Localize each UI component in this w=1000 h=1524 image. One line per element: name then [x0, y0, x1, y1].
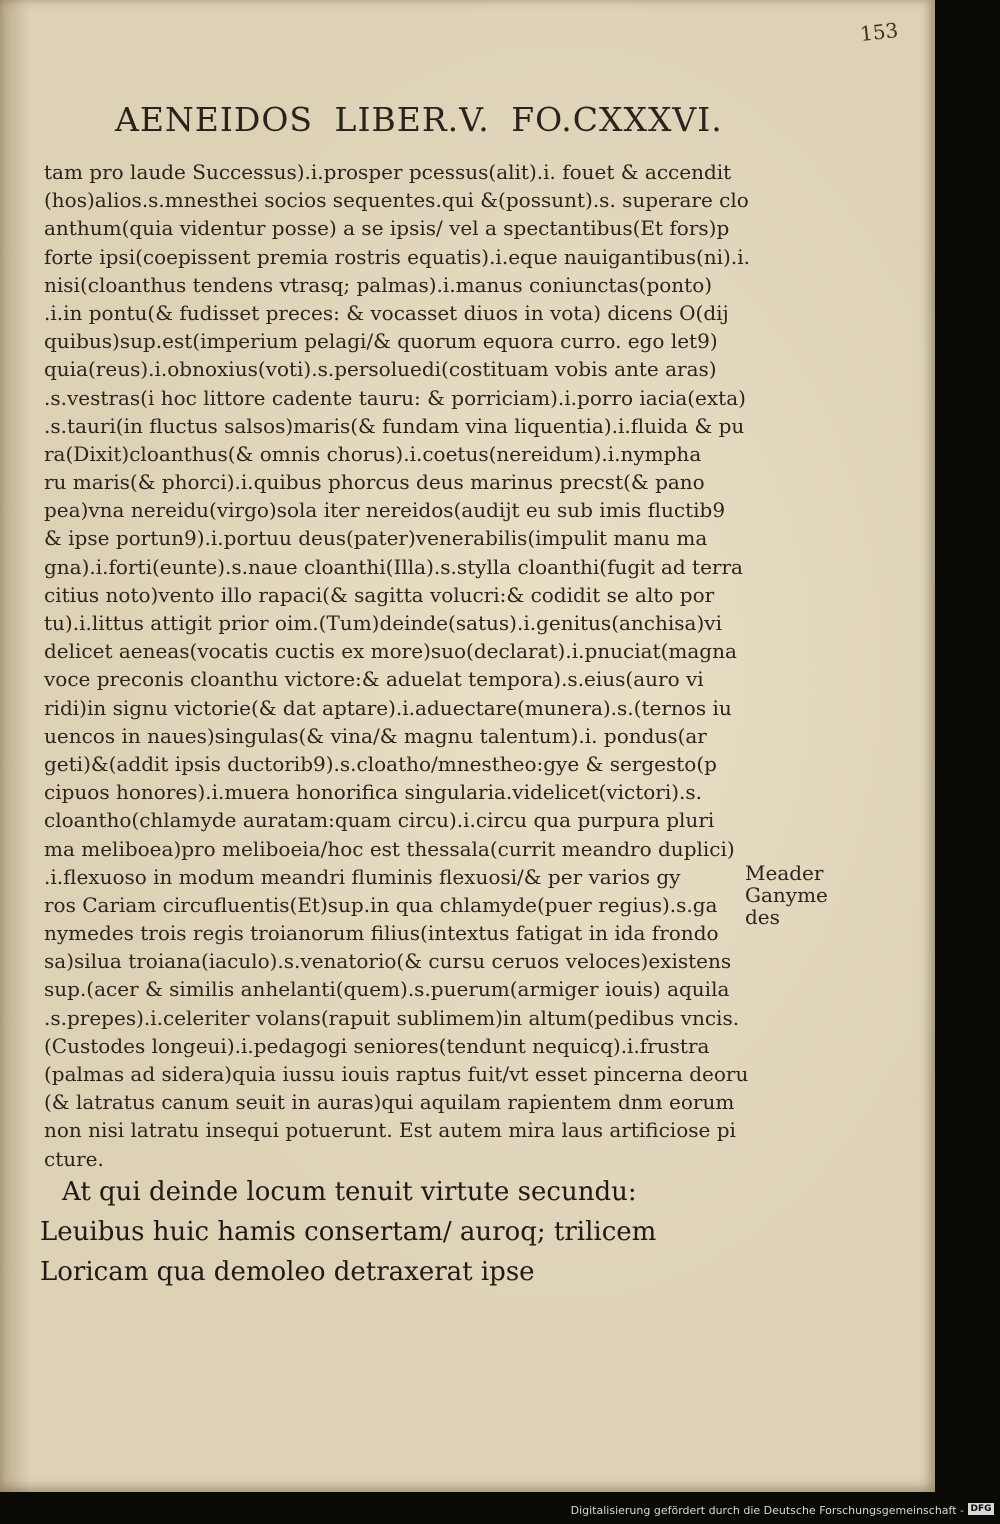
marginal-notes	[745, 862, 845, 928]
commentary-line: geti)&(addit ipsis ductorib9).s.cloatho/mnestheo:gye & sergesto(p	[44, 751, 717, 776]
commentary-line: sup.(acer & similis anhelanti(quem).s.puerum(armiger iouis) aquila	[44, 977, 730, 1002]
verse-line: At qui deinde locum tenuit virtute secundu:	[62, 1177, 637, 1207]
commentary-line: ru maris(& phorci).i.quibus phorcus deus marinus precst(& pano	[44, 470, 705, 495]
commentary-line: (Custodes longeui).i.pedagogi seniores(tendunt nequicq).i.frustra	[44, 1033, 710, 1058]
commentary-line: nymedes trois regis troianorum filius(intextus fatigat in ida frondo	[44, 921, 719, 946]
commentary-line: (palmas ad sidera)quia iussu iouis raptus fuit/vt esset pincerna deoru	[44, 1062, 749, 1086]
footer-credit: Digitalisierung gefördert durch die Deutsche Forschungsgemeinschaft -	[570, 1504, 964, 1517]
commentary-line: quibus)sup.est(imperium pelagi/& quorum equora curro. ego let9)	[44, 329, 718, 354]
commentary-line: quia(reus).i.obnoxius(voti).s.persoluedi(costituam vobis ante aras)	[44, 357, 717, 382]
commentary-line: .i.in pontu(& fudisset preces: & vocasset diuos in vota) dicens O(dij	[44, 300, 729, 325]
commentary-line: (& latratus canum seuit in auras)qui aquilam rapientem dnm eorum	[44, 1090, 735, 1115]
commentary-line: (hos)alios.s.mnesthei socios sequentes.qui &(possunt).s. superare clo	[44, 188, 749, 213]
commentary-line: uencos in naues)singulas(& vina/& magnu talentum).i. pondus(ar	[44, 723, 707, 748]
commentary-line: ma meliboea)pro meliboeia/hoc est thessala(currit meandro duplici)	[44, 836, 735, 861]
commentary-line: .s.prepes).i.celeriter volans(rapuit sublimem)in altum(pedibus vncis.	[44, 1005, 740, 1030]
running-head: AENEIDOS LIBER.V. FO.CXXXVI.	[115, 100, 723, 139]
commentary-line: delicet aeneas(vocatis cuctis ex more)suo(declarat).i.pnuciat(magna	[44, 639, 737, 664]
commentary-line: ra(Dixit)cloanthus(& omnis chorus).i.coetus(nereidum).i.nympha	[44, 441, 702, 466]
commentary-line: tam pro laude Successus).i.prosper pcessus(alit).i. fouet & accendit	[44, 160, 732, 184]
commentary-line: ridi)in signu victorie(& dat aptare).i.aduectare(munera).s.(ternos iu	[44, 695, 732, 720]
marginal-note: des	[745, 905, 780, 929]
commentary-line: .i.flexuoso in modum meandri fluminis flexuosi/& per varios gy	[44, 864, 681, 889]
commentary-line: .s.vestras(i hoc littore cadente tauru: & porriciam).i.porro iacia(exta)	[44, 385, 746, 410]
commentary-line: & ipse portun9).i.portuu deus(pater)venerabilis(impulit manu ma	[44, 526, 708, 551]
verse-line: Loricam qua demoleo detraxerat ipse	[40, 1257, 535, 1287]
dfg-logo-icon: DFG	[968, 1503, 994, 1515]
commentary-line: pea)vna nereidu(virgo)sola iter nereidos(audijt eu sub imis fluctib9	[44, 498, 726, 523]
commentary-line: gna).i.forti(eunte).s.naue cloanthi(Illa).s.stylla cloanthi(fugit ad terra	[44, 554, 743, 579]
commentary-block	[44, 158, 764, 1173]
marginal-note: Meader	[745, 861, 824, 885]
verse-line: Leuibus huic hamis consertam/ auroq; trilicem	[40, 1217, 657, 1247]
commentary-line: .s.tauri(in fluctus salsos)maris(& fundam vina liquentia).i.fluida & pu	[44, 413, 745, 438]
commentary-line: non nisi latratu insequi potuerunt. Est autem mira laus artificiose pi	[44, 1118, 736, 1143]
commentary-line: sa)silua troiana(iaculo).s.venatorio(& cursu ceruos veloces)existens	[44, 949, 732, 974]
digitization-footer	[0, 1496, 1000, 1520]
commentary-line: citius noto)vento illo rapaci(& sagitta volucri:& codidit se alto por	[44, 582, 715, 607]
commentary-line: anthum(quia videntur posse) a se ipsis/ vel a spectantibus(Et fors)p	[44, 216, 730, 241]
commentary-line: cture.	[44, 1146, 104, 1171]
commentary-line: cloantho(chlamyde auratam:quam circu).i.circu qua purpura pluri	[44, 808, 715, 833]
commentary-line: voce preconis cloanthu victore:& aduelat tempora).s.eius(auro vi	[44, 667, 704, 692]
commentary-line: cipuos honores).i.muera honorifica singularia.videlicet(victori).s.	[44, 780, 703, 805]
marginal-note: Ganyme	[745, 883, 828, 907]
verse-block	[40, 1172, 720, 1292]
page-number: 153	[858, 18, 900, 46]
commentary-line: forte ipsi(coepissent premia rostris equatis).i.eque nauigantibus(ni).i.	[44, 244, 750, 269]
commentary-line: nisi(cloanthus tendens vtrasq; palmas).i.manus coniunctas(ponto)	[44, 272, 713, 297]
commentary-line: tu).i.littus attigit prior oim.(Tum)deinde(satus).i.genitus(anchisa)vi	[44, 611, 722, 635]
commentary-line: ros Cariam circufluentis(Et)sup.in qua chlamyde(puer regius).s.ga	[44, 892, 718, 917]
